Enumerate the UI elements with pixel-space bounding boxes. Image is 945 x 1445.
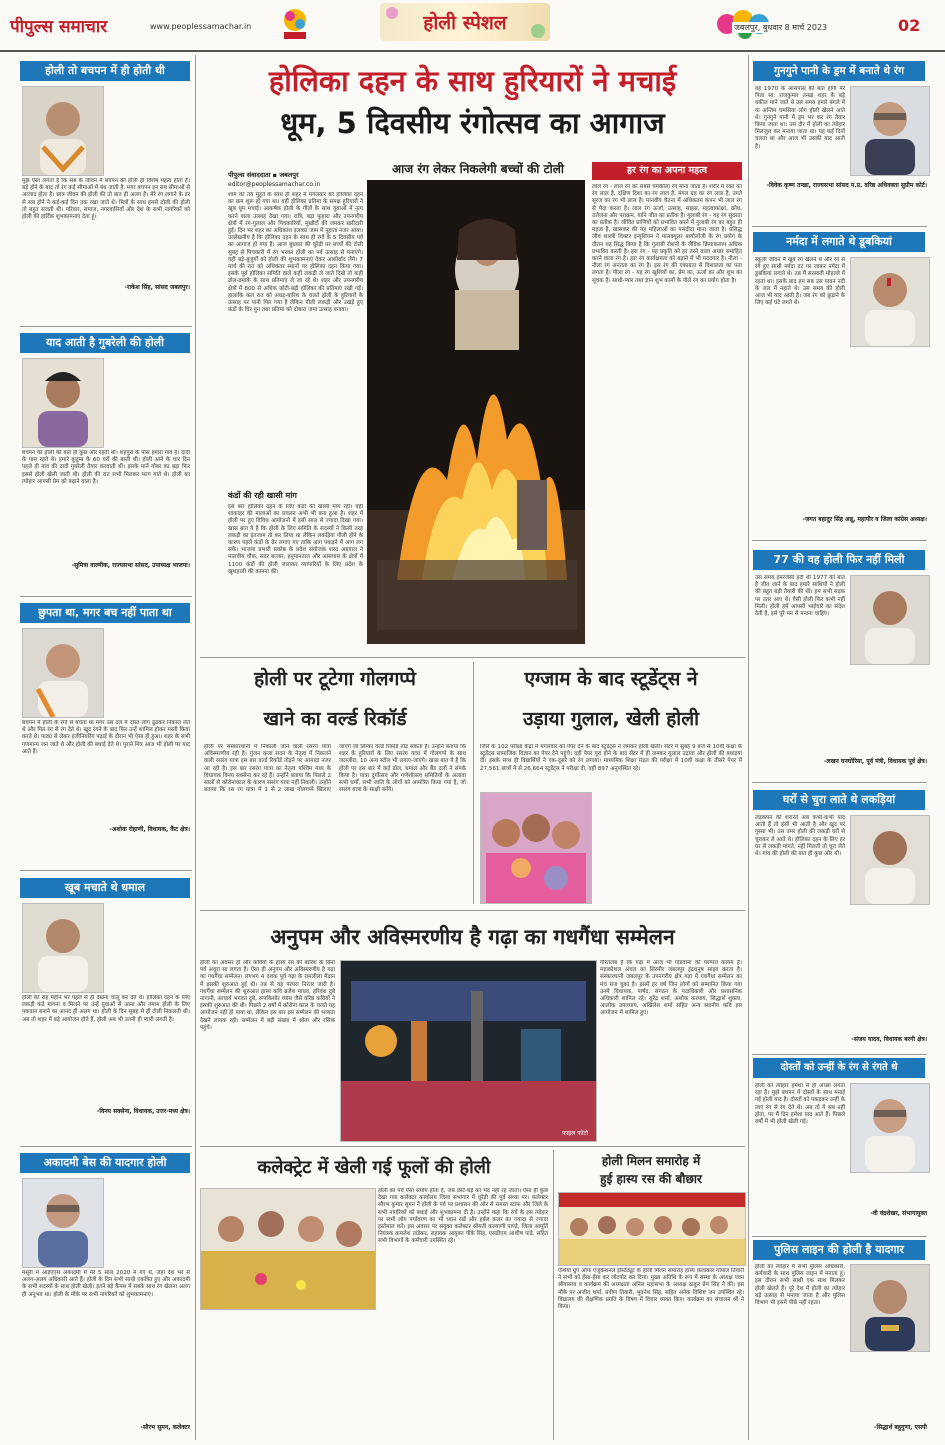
sidebar-right-title-3: 77 की वह होली फिर नहीं मिली <box>753 550 925 570</box>
sidebar-right-body-1: वह 1970 के आसपास की बात होगी मेरे पिता स्व. राजकुमार तन्खा शहर के बड़े वकील माने जाते थे उस समय हमारे बंगले में या अन्तिम घमसिया लोग होली खेलने आते थे। गुनगुने पानी में ड्रम भर कर रंग तैयार किया जाता था। उस दौर में होली का त्योहार मिलजुल कर मनाया जाता था। यह कई दिनों चलता था और आज भी उसकी याद आती है। <box>755 86 845 150</box>
sidebar-right-sig-4: -संजय यादव, विधायक बरगी क्षेत्र। <box>851 1036 927 1043</box>
sidebar-right-title-1: गुनगुने पानी के ड्रम में बनाते थे रंग <box>753 61 925 81</box>
sidebar-right-sig-1: -विवेक कृष्ण तन्खा, राज्यसभा सांसद म.प्र. वरिष्ठ अधिवक्ता सुप्रीम कोर्ट। <box>766 182 927 189</box>
collectorate-headline: कलेक्ट्रेट में खेली गई फूलों की होली <box>257 1157 491 1178</box>
sidebar-right-title-4: घरों से चुरा लाते थे लकड़ियां <box>753 790 925 810</box>
sidebar-left-body-5: मसूरी में आईएएस अकादमी में मेरे 5 साल 2020 में गए थे, जहां देश भर से अलग-अलग अधिकारी आते हैं। होली के दिन सभी साथी एकत्रित हुए और अकादमी के सभी सदस्यों के साथ होली खेली। इतने बड़े कैंपस में सबके साथ रंग खेलना अलग ही अनुभव था। होली के मौके पर सभी नागरिकों को शुभकामनाएं। <box>22 1270 190 1298</box>
divider <box>200 657 745 658</box>
sidebar-right-body-5: होली का त्योहार हमेशा से ही अच्छा लगता रहा है। मुझे बचपन में दोस्तों के साथ मनाई गई होली याद है। दोस्तों को पकड़कर उन्हीं के लाए रंग से रंग देते थे। अब तो ये सब नहीं होता, पर मैं दिन हमेशा याद आते हैं। पिछले वर्षों में भी होली खेली गई। <box>755 1083 845 1126</box>
main-subhead: कंडों की रही खासी मांग <box>228 491 297 500</box>
sidebar-right-title-2: नर्मदा में लगाते थे डूबकियां <box>753 232 925 252</box>
flower-holi-photo <box>200 1188 376 1310</box>
sidebar-left-sig-5: -सौरभ सुमन, कलेक्टर <box>140 1424 190 1431</box>
sidebar-right-sig-3: -लखन घनघोरिया, पूर्व मंत्री, विधायक पूर्व क्षेत्र। <box>824 758 927 765</box>
byline: पीपुल्स संवाददाता ▪ जबलपुर <box>228 171 299 179</box>
sidebar-left-sig-2: -सुमित्रा वाल्मीक, राज्यसभा सांसद, उपाध्यक्ष भाजपा। <box>71 562 190 569</box>
stage-event-photo <box>340 960 597 1142</box>
sidebar-right-body-3: उस समय इमरजेंसी हटी थी 1977 की बात है जीत जाने के बाद हमारे साथियों ने होली की बहुत बड़ी तैयारी की थी। हम सभी सड़क पर उतर आए थे। वैसी होली फिर कभी नहीं मिली। होली हमें आपसी भाईचारे का संदेश देती है, इसे पूरे मन से मनाना चाहिए। <box>755 575 845 618</box>
portrait-photo <box>22 628 104 718</box>
divider <box>752 226 927 227</box>
sidebar-right-title-5: दोस्तों को उन्हीं के रंग से रंगते थे <box>753 1058 925 1078</box>
main-body-2: इस बार होलिका दहन के लिए कंडों की खासी मांग रही। वहीं शाकाहर की मालाओं का प्रचलन अभी भी बना हुआ है। शहर में होली पर हुए विविध आयोजनों में इसी साल से ज्यादा दिखा गया। खास बात ये है कि होली के लिए समिति के सदस्यों ने किसी तरह लकड़ी का इंतजाम तो कर लिया था लेकिन लकड़ियां गीली होने के कारण पहले कंडों के ढेर लगाए गए ताकि आग पकड़ने में आग लग सके। भाजपा प्रभारी प्रकोष्ठ के प्रदेश संयोजक शरद अग्रवाल ने मालवीय चौक, सदर बाजार, हनुमानताल और आसपास के क्षेत्रों में 1100 कंडों की होली जलाकर व्यापारियों के लिए प्रदेश के खुशहाली की कामना की। <box>228 504 363 575</box>
sidebar-left-title-3: छुपता था, मगर बच नहीं पाता था <box>20 603 190 623</box>
milan-body: एशिया ग्रुप ऑफ एजुकेशनल इंस्टिट्यूट के होली मिलन समारोह हास्य कलाकार गोपाल तिवारी ने सभी को हँसा-हँसा कर लोटपोट कर दिया। मुख्य अतिथि के रूप में संस्था के अध्यक्ष पवन श्रीवास्तव व कार्यक्रम की अध्यक्षता अनिल महासभा के अध्यक्ष ठाकुर प्रेम सिंह ने की। इस मौके पर अजीत शर्मा, प्रवीण तिवारी, भुवनेश सिंह, सहित अनेक विशिष्ट जन उपस्थित रहे। विद्यालय की शैक्षणिक प्रगति के विषय में विचार व्यक्त किए। कार्यक्रम का संचालन श्री ने किया। <box>558 1268 744 1311</box>
sidebar-left-title-2: याद आती है गुबरेली की होली <box>20 333 190 353</box>
portrait-photo <box>22 903 104 993</box>
page-number: 02 <box>898 16 921 35</box>
sidebar-left-sig-4: -विनय सक्सेना, विधायक, उत्तर-मध्य क्षेत्र। <box>96 1108 190 1115</box>
section-title: होली स्पेशल <box>423 12 507 34</box>
portrait-photo <box>22 86 104 176</box>
portrait-photo <box>850 815 930 905</box>
students-photo <box>480 792 592 904</box>
masthead <box>0 0 945 52</box>
sidebar-right-sig-6: -सिद्धार्थ बहुगुणा, एसपी <box>874 1424 927 1431</box>
sidebar-right-body-2: स्कूली जीवन में खूब रंग खेलने थे और रंग से रंगे हुए साथी नर्मदा तट पर जाकर नर्मदा में डुबकियां लगाते थे। तब मैं सरस्वती मोहल्ले में रहता था। इसके बाद हम सब उस पावन नदी के जल में नहाते थे। उस समय की होली आज भी याद आती है। जब रंग को छुड़ाने के लिए कई घंटे लगते थे। <box>755 257 845 307</box>
divider <box>20 596 192 597</box>
golgappa-headline-1: होली पर टूटेगा गोलगप्पे <box>254 668 416 690</box>
portrait-photo <box>850 257 930 347</box>
milan-headline-2: हुई हास्य रस की बौछार <box>600 1172 702 1186</box>
collectorate-body: होली का पर्व ऐसा संयोग होता है, जब छोटे-बड़े का भेद नहीं रह जाता। ऐसा ही कुछ देखा गया कलेक्टर कार्यालय जिला सभागार में धुरेड़ी की पूर्व संध्या पर। कलेक्टर सौरभ कुमार सुमन ने होली के पर्व पर प्रशासन की ओर से समस्त स्टाफ और जिले के सभी नागरिकों को बधाई और शुभकामना दी है। उन्होंने कहा कि रंगों के इस त्योहार पर सभी लोग पर्यावरण का भी ध्यान रखें और हर्बल कलर का ज्यादा से ज्यादा इस्तेमाल करें। इस अवसर पर संयुक्त कलेक्टर श्रीमती कल्याणी पाण्डे, जिला आपूर्ति नियंत्रक कमलेश तांडेकर, सहायक आयुक्त पीके सिंह, एसडीएम आशीष पांडे, सहित सभी विभागों के कर्मचारी उपस्थित रहे। <box>378 1188 548 1245</box>
sidebar-right-body-6: होली का त्योहार मैं सभी पुलिस अधिकारी, कर्मचारी के साथ पुलिस लाइन में मनाता हूं। इस दौरान सभी साथी एक साथ मिलकर होली खेलते हैं। पूरे देश में होली का त्योहार बड़े उत्साह से मनाया जाता है और पुलिस विभाग भी इसमें पीछे नहीं रहता। <box>755 1264 845 1307</box>
milan-headline-1: होली मिलन समारोह में <box>601 1154 701 1168</box>
holika-dahan-photo <box>367 180 585 644</box>
byline-city: जबलपुर <box>279 171 299 179</box>
byline-email[interactable]: editor@peoplessamachar.co.in <box>228 181 321 188</box>
portrait-photo <box>850 1083 930 1173</box>
sidebar-right-sig-5: -वी वंद्रशेखर, संभागायुक्त <box>870 1210 927 1217</box>
exam-headline-2: उड़ाया गुलाल, खेली होली <box>522 708 700 730</box>
portrait-photo <box>22 1178 104 1268</box>
divider <box>752 782 927 783</box>
column-rule-mid <box>553 1150 554 1440</box>
sidebar-left-title-4: खूब मचाते थे धमाल <box>20 878 190 898</box>
divider <box>20 1146 192 1147</box>
main-body-1: शाम को तय मुहूर्त के साथ ही शहर में मंगलवार को होलिका दहन का क्रम शुरू हो गया था। वहीं होलिका प्रतिमा के समक्ष हुरियारों ने खूब धूम मचाई। आकर्षक होली के गीतों के साथ युवाओं में नृत्य करने वाला उत्साह देखा गया। रात्रि, बड़ा फुहारा और उपनगरीय क्षेत्रों में रंग-गुलाल और पिचकारियों, मुखौटों की जमकर खरीदारी हुई। दिन भर शहर का अधिकांश इलाका जाम में नूहाता नजर आया। उल्लेखनीय है कि होलिका दहन के साथ ही रंगों के 5 दिवसीय पर्व का आगाज हो गया है। आज बुधवार की धुरेड़ी पर बच्चों की टोली सुबह से पिचकारी में रंग भरकर होली का पर्व उत्साह से मनाएंगे। वहीं बड़े-बुजुर्गों को होली की शुभकामनाएं देकर आशीर्वाद लेंगे। 7 मार्च की रात को अधिकतर स्थानों पर होलिका दहन किया गया। इसके पूर्व होलिका समिति वाले कहीं लकड़ी ले जाते दिखे तो कहीं ढोल-ढमाके के साथ प्रतिमाएं ले जा रहे थे। शहर और उपनगरीय क्षेत्रों में 800 से अधिक छोटी-बड़ी होलिका की प्रतिमाएं रखी गईं। हालांकि कल रात को अंधड़-बारिश के चलते होली के हुरियारों के उत्साह पर पानी फिर गया है लेकिन पीली लकड़ी और उखड़े हुए कंडों के चिर पुन तथा प्रतिमा को दोबारा जमा उत्साह बनाया। <box>228 192 363 314</box>
sidebar-right-sig-2: -जगत बहादुर सिंह अन्नू, महापौर व जिला कांग्रेस अध्यक्ष। <box>802 516 927 523</box>
portrait-photo <box>850 575 930 665</box>
exam-body-top: जिले के 102 परीक्षा केंद्रों में मंगलवार को पेपर देने के बाद स्टूडेंट्स ने जमकर होली खेली। सेंटर में सुबह 9 बजे से 10वीं कक्षा के स्टूडेंट्स सामाजिक विज्ञान का पेपर देने पहुंचे। वहीं पेपर पूरा होने के बाद सेंटर में ही जमकर गुलाल उड़ाया और होली की बधाइयां दीं। इसके साथ ही विद्यार्थियों ने एक-दूसरे को रंग लगाया। माध्यमिक शिक्षा मंडल की परीक्षा में 10वीं कक्षा के तीसरे पेपर में 27,561 छात्रों में से 26,664 स्टूडेंट्स ने परीक्षा दी, वहीं 897 अनुपस्थित रहे। <box>480 744 742 772</box>
photo-credit: फाइल फोटो <box>562 1130 588 1137</box>
column-rule-right <box>748 55 749 1440</box>
gadha-body: होली का अवसर हो और कवियों के हास्य रस की बारिश के बिना पर्व अधूरा सा लगता है। ऐसा ही अनुपम और अविस्मरणीय है गढ़ा का गधगैंधा सम्मेलन। लगभग 4 दशक पूर्व गढ़ा के रामलीला मैदान में इसकी शुरुआत हुई थी। तब से यह परंपरा निरंतर जारी है। गधगैंधा सम्मेलन की शुरुआत हास्य कवि ब्रजेश माधव, हरिवंश दुबे नागानी, आचार्य भगवत दुबे, रूपकिशोर व्यास जैसे वरिष्ठ कवियों ने इसकी शुरुआत की थी। पिछले 2 वर्षों में कोरोना काल के चलते यह आयोजन नहीं हो पाया था, लेकिन इस बार इस सम्मेलन की भव्यता देखने लायक रही। सम्मेलन में बड़ी संख्या में श्रोता और रसिक पहुंचे। <box>200 960 335 1031</box>
golgappa-headline-2: खाने का वर्ल्ड रिकॉर्ड <box>263 708 407 730</box>
divider <box>752 1054 927 1055</box>
color-importance-body: लाल रंग - लाल रंग को सबसे चमकीला रंग माना जाता है। शरीर में रक्त का रंग लाल है, दक्षिण दिशा का रंग लाल है, मंगल ग्रह का रंग लाल है, उगते सूरज का रंग भी लाल है। मानवीय चेतना में अधिकतम कंपन भी लाल रंग से पैदा करता है। लाल रंग ऊर्जा, उत्साह, साहस, महत्वाकांक्षा, क्रोध, उत्तेजना और पराक्रम, यानि जीत का प्रतीक है। गुलाबी रंग - यह रंग सुंदरता का प्रतीक है। जीवित प्राणियों को प्रभावित करने में गुलाबी रंग का बहुत ही महत्व है, खासकर की यह महिलाओं का पसंदीदा माना जाता है। प्रसिद्ध जीव शास्त्री विक्टर इन्यूशियन ने मालक्यूलर बायोलॉजी के रंग प्रयोग के दौरान यह सिद्ध किया है कि गुलाबी रोशनी के जैविक क्रियाकलाप अधिक प्रभावित करती है। हरा रंग - यह प्रकृति को हर तरने वाला अधार समाहित करने वाला रंग है। हरा रंग कार्यक्षमता को बढ़ाने में भी मददगार है। नीला - नीला रंग अनंतता का रंग है। इस रंग की एकाग्रता से विशालता का पता लगता है। पीला रंग - यह रंग खुशियों का, प्रेम का, ऊर्जा का और शुभ का सूचक है। साथी-प्यार तथा ज्ञान शुभ कामों के पीले रंग का प्रयोग होता है। <box>592 184 742 284</box>
sidebar-left-body-2: बचपन की होली की बात ही कुछ और रहती थी। शहपुरा के पास हमारा गांव है। दादी के पास रहते थे। हमारे कुटुम्ब के 60 घरों की बस्ती थी। होली आने के चार दिन पहले ही गांव की दादी गुबरेली तैयार करवाती थीं। इसके मानें गोबर का बड़ा फिर इससे होली खेली जाती थी। होली की रात सभी मिलकर फाग गाते थे। होली का त्योहार आपसी प्रेम को बढ़ाने वाला है। <box>22 450 190 485</box>
divider <box>752 1236 927 1237</box>
divider <box>200 1146 745 1147</box>
holi-badge-icon <box>280 6 310 42</box>
divider <box>752 540 927 541</box>
sidebar-left-title-1: होली तो बचपन में ही होती थी <box>20 61 190 81</box>
byline-name: पीपुल्स संवाददाता <box>228 171 271 179</box>
sidebar-left-body-4: होली की राह महीने भर पहले से ही देखना चालू कर देते थे। होलिका दहन के लिए लकड़ी कंडे मांगना व मिलने पर उन्हें युवाओं से आना और तमाम होली के लिए पकवान बनाने का आनंद ही अलग था। होली के दिन सुबह से ही टोली निकलती थी। अब तो शहर में बड़े आयोजन होते हैं, होली अब भी उतनी ही प्यारी लगती है। <box>22 995 190 1023</box>
exam-headline-1: एग्जाम के बाद स्टूडेंट्स ने <box>524 668 698 690</box>
portrait-photo <box>850 86 930 176</box>
gadha-headline: अनुपम और अविस्मरणीय है गढ़ा का गधगैंधा सम्मेलन <box>270 925 675 949</box>
sidebar-left-sig-3: -अशोक रोहाणी, विधायक, कैंट क्षेत्र। <box>109 826 190 833</box>
sidebar-left-body-1: मुझे ऐसा लगता है कि सब के जीवन में बचपन की होली ही विशेष महत्व होता है। बड़े होने के बाद तो रंग कई सीमाओं में बंध जाती है, मगर बचपन इन सब सीमाओं से आजाद होता है। छात्र जीवन की होली की तो बात ही अलग है। मेरे रंग लगाने के डर से सब होने ने कई-कई दिन तक रखा जाते थे। मित्रों के साथ हमसे ठोली की होली तो बहुत सजती थी। परिवार, समाज, नगरवासियों और देश के सभी नागरिकों को होली की हार्दिक शुभकामनाएं देता हूं। <box>22 178 190 221</box>
website-url[interactable]: www.peoplessamachar.in <box>150 22 252 31</box>
photo-caption: आज रंग लेकर निकलेगी बच्चों की टोली <box>392 162 564 176</box>
divider <box>20 870 192 871</box>
portrait-photo <box>850 1264 930 1352</box>
gadha-body-2: गौरतलब है कि गढ़ा में आज भी गोंडवाना की परम्परा कायम है। महाकोशल अंचल का सिरमौर जबलपुर इंद्रधनुष सांझा करता है। संस्कारधानी जबलपुर के उपनगरीय क्षेत्र गढ़ा में गधगैंधा सम्मेलन का मंच सज चुका है। इसमें हर वर्ष जिन लोगों को सम्मानित किया गया उनमें विधायक, पार्षद, संगठन के पदाधिकारी और प्रशासनिक अधिकारी शामिल रहे। सुरेंद्र शर्मा, अशोक करपाय, सिद्धार्थ शुक्ला, आलोक उपाध्याय, अखिलेश शर्मा सहित अन्य स्थानीय कवि इस आयोजन में शामिल हुए। <box>600 960 742 1017</box>
sidebar-right-title-6: पुलिस लाइन की होली है यादगार <box>753 1240 925 1260</box>
column-rule-mid <box>473 662 474 904</box>
sidebar-right-body-4: लड़कपन की शरारतें अब कभी-कभी याद आती हैं तो हंसी भी आती है और खुद पर गुस्सा भी। उस उमर होली की लकड़ी घरों से चुराकर ले आते थे। होलिका दहन के लिए हर घर से लकड़ी मांगते, नहीं मिलती तो चुरा लेते थे। गांव की होली की बात ही कुछ और थी। <box>755 815 845 858</box>
dateline: जबलपुर, बुधवार 8 मार्च 2023 <box>734 23 828 32</box>
section-banner <box>380 3 550 41</box>
divider <box>20 326 192 327</box>
main-headline-1: होलिका दहन के साथ हुरियारों ने मचाई <box>268 64 677 98</box>
column-rule-left <box>195 55 196 1440</box>
milan-group-photo <box>558 1192 746 1266</box>
portrait-photo <box>22 358 104 448</box>
divider <box>200 910 745 911</box>
main-headline-2: धूम, 5 दिवसीय रंगोत्सव का आगाज <box>280 106 665 140</box>
sidebar-left-sig-1: -राकेश सिंह, सांसद जबलपुर। <box>124 284 190 291</box>
color-importance-heading: हर रंग का अपना महत्व <box>592 162 742 180</box>
golgappa-body: होली पर संस्कारधानी में निकाली जाने वाली रसरंग यात्रा अविस्मरणीय रही है। गुंजन कला सदन के नेतृत्व में निकलने वाली रसरंग यात्रा इस बार वर्ल्ड रिकॉर्ड तोड़ने पर आमादा नजर आ रही है। इस बार रसरंग यात्रा का नेतृत्व पश्चिम मध्य के विधायक विनय सक्सेना कर रहे हैं। उन्होंने बताया कि पिछले 2 सालों से कोरोनाकाल के कारण रसरंग यात्रा नहीं निकली। उन्होंने बताया कि रस रंग यात्रा में 1 से 2 लाख गोलगप्पे खिलाए जाएंगे जो लिम्का वर्ल्ड रिकॉर्ड तोड़ सकता है। उन्होंने बताया कि शहर के हुरियारों के लिए रसरंग यात्रा में गोलगप्पे के साथ जलजीरा, 10 अन्य स्टॉल भी लगाए-जाएंगे। खास बात ये है कि होली पर इस बार में कई ढोल, धमाल और बैंड दलों ने संपर्क किया है। यात्रा दुर्गोत्सव और गणेशोत्सव समितियों के अलावा सभी धर्मों, सभी जाति के लोगों को आमंत्रित किया गया है, जो रसरंग यात्रा के साक्षी बनेंगे। <box>204 744 466 794</box>
sidebar-left-body-3: बचपन में होली के रंगों से बचता था मगर उस दल में दोस्त लोग ढूंढकर निकाल लेते थे और फिर रंग से रंग देते थे। खुद रंगने के बाद फिर उन्हें शामिल होकर मस्ती किया करते थे। पाठ्य से लेकर इंजीनियरिंग पढ़ाई के दौरान भी ऐसा ही हुआ। शहर के सभी गणमान्य जन जाते थे और होली की बधाई देते थे। पुराने मित्र आज भी होली पर याद आते हैं। <box>22 720 190 755</box>
paper-logo: पीपुल्स समाचार <box>10 17 108 37</box>
sidebar-left-title-5: अकादमी बेस की यादगार होली <box>20 1153 190 1173</box>
